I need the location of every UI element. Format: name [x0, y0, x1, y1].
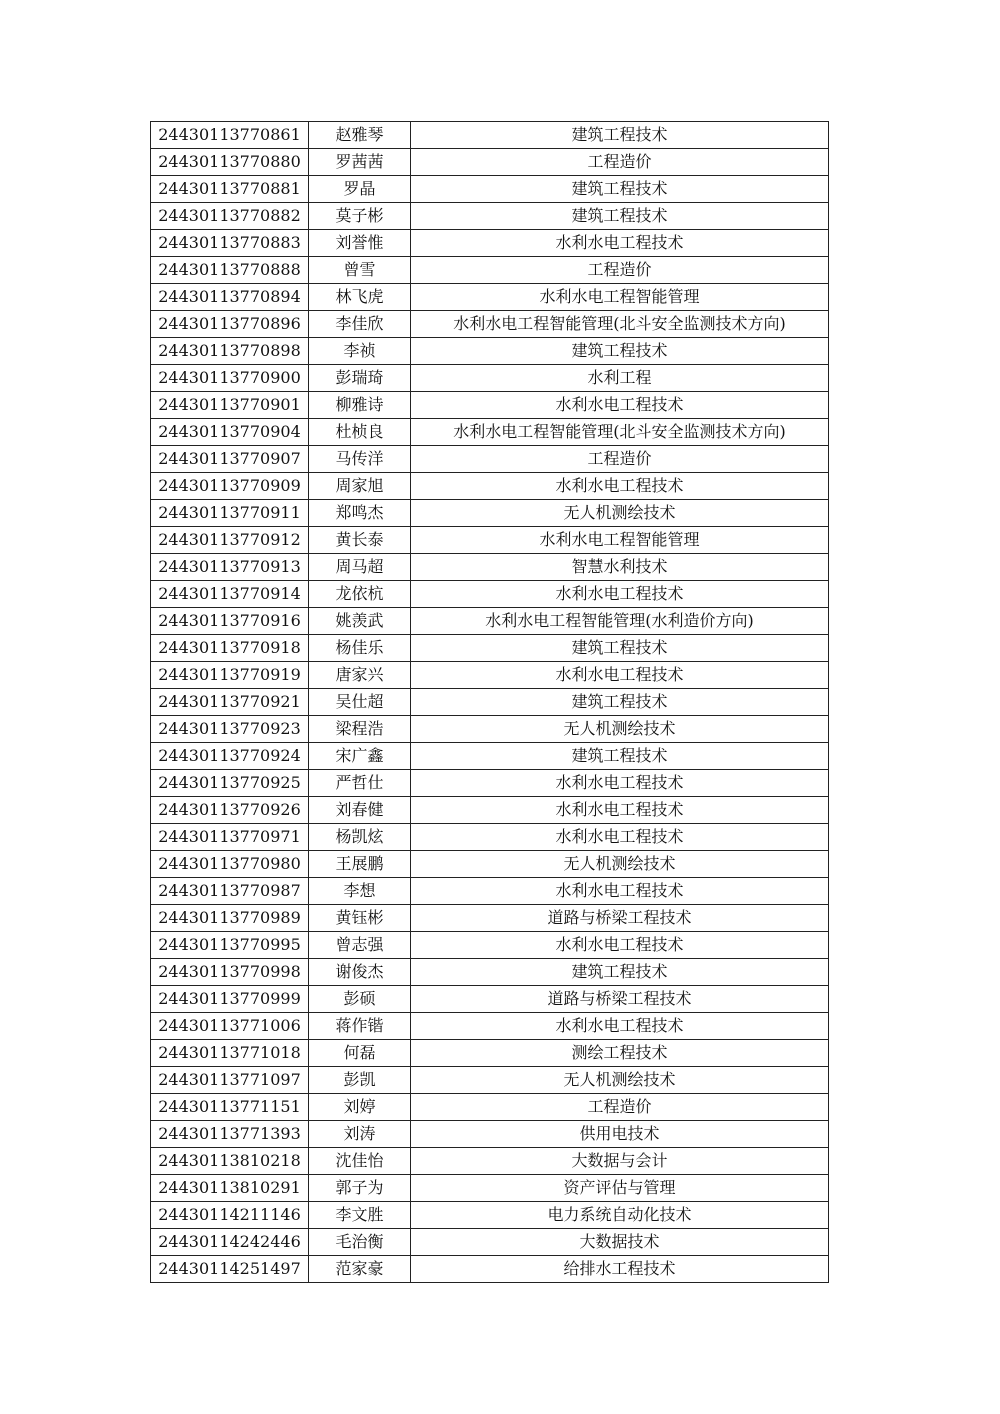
student-id-cell: 24430113770914	[151, 581, 309, 608]
student-name-cell: 林飞虎	[309, 284, 411, 311]
table-row	[151, 1175, 829, 1202]
student-name-cell: 范家豪	[309, 1256, 411, 1283]
student-name-cell: 马传洋	[309, 446, 411, 473]
student-name-cell: 周家旭	[309, 473, 411, 500]
student-id-cell: 24430113770907	[151, 446, 309, 473]
major-cell: 工程造价	[411, 446, 829, 473]
major-cell: 水利水电工程智能管理	[411, 527, 829, 554]
student-name-cell: 曾雪	[309, 257, 411, 284]
major-cell: 大数据与会计	[411, 1148, 829, 1175]
table-row	[151, 851, 829, 878]
student-name-cell: 毛治衡	[309, 1229, 411, 1256]
student-name-cell: 彭瑞琦	[309, 365, 411, 392]
major-cell: 水利水电工程技术	[411, 473, 829, 500]
major-cell: 水利水电工程智能管理(北斗安全监测技术方向)	[411, 311, 829, 338]
student-name-cell: 严哲仕	[309, 770, 411, 797]
major-cell: 供用电技术	[411, 1121, 829, 1148]
student-table	[150, 121, 829, 1283]
student-name-cell: 杜桢良	[309, 419, 411, 446]
major-cell: 建筑工程技术	[411, 176, 829, 203]
student-id-cell: 24430113770861	[151, 122, 309, 149]
student-name-cell: 周马超	[309, 554, 411, 581]
major-cell: 水利水电工程智能管理(水利造价方向)	[411, 608, 829, 635]
student-name-cell: 刘春健	[309, 797, 411, 824]
table-row	[151, 203, 829, 230]
student-id-cell: 24430113770995	[151, 932, 309, 959]
major-cell: 水利水电工程技术	[411, 770, 829, 797]
student-id-cell: 24430113810291	[151, 1175, 309, 1202]
student-id-cell: 24430114211146	[151, 1202, 309, 1229]
table-row	[151, 1040, 829, 1067]
table-row	[151, 1256, 829, 1283]
student-name-cell: 沈佳怡	[309, 1148, 411, 1175]
student-id-cell: 24430114242446	[151, 1229, 309, 1256]
table-row	[151, 1229, 829, 1256]
table-row	[151, 1094, 829, 1121]
table-row	[151, 662, 829, 689]
student-name-cell: 谢俊杰	[309, 959, 411, 986]
student-name-cell: 宋广鑫	[309, 743, 411, 770]
table-row	[151, 500, 829, 527]
student-name-cell: 刘婷	[309, 1094, 411, 1121]
table-row	[151, 716, 829, 743]
table-row	[151, 1067, 829, 1094]
student-name-cell: 唐家兴	[309, 662, 411, 689]
major-cell: 水利水电工程技术	[411, 230, 829, 257]
table-row	[151, 527, 829, 554]
student-id-cell: 24430113770925	[151, 770, 309, 797]
student-id-cell: 24430113771006	[151, 1013, 309, 1040]
major-cell: 建筑工程技术	[411, 689, 829, 716]
major-cell: 测绘工程技术	[411, 1040, 829, 1067]
student-id-cell: 24430113770911	[151, 500, 309, 527]
student-id-cell: 24430114251497	[151, 1256, 309, 1283]
student-name-cell: 李文胜	[309, 1202, 411, 1229]
student-id-cell: 24430113770888	[151, 257, 309, 284]
table-row	[151, 797, 829, 824]
major-cell: 建筑工程技术	[411, 743, 829, 770]
student-id-cell: 24430113770901	[151, 392, 309, 419]
major-cell: 智慧水利技术	[411, 554, 829, 581]
table-row	[151, 122, 829, 149]
table-row	[151, 554, 829, 581]
major-cell: 无人机测绘技术	[411, 716, 829, 743]
student-name-cell: 刘誉惟	[309, 230, 411, 257]
student-id-cell: 24430113770918	[151, 635, 309, 662]
table-row	[151, 743, 829, 770]
student-id-cell: 24430113770916	[151, 608, 309, 635]
student-name-cell: 罗茜茜	[309, 149, 411, 176]
student-id-cell: 24430113771018	[151, 1040, 309, 1067]
student-id-cell: 24430113810218	[151, 1148, 309, 1175]
student-name-cell: 梁程浩	[309, 716, 411, 743]
student-id-cell: 24430113770923	[151, 716, 309, 743]
student-table-body	[151, 122, 829, 1283]
student-id-cell: 24430113770980	[151, 851, 309, 878]
student-name-cell: 黄钰彬	[309, 905, 411, 932]
student-name-cell: 郑鸣杰	[309, 500, 411, 527]
major-cell: 建筑工程技术	[411, 338, 829, 365]
student-name-cell: 杨佳乐	[309, 635, 411, 662]
student-id-cell: 24430113770989	[151, 905, 309, 932]
table-row	[151, 176, 829, 203]
student-name-cell: 赵雅琴	[309, 122, 411, 149]
major-cell: 建筑工程技术	[411, 635, 829, 662]
student-id-cell: 24430113770924	[151, 743, 309, 770]
table-row	[151, 1013, 829, 1040]
major-cell: 工程造价	[411, 257, 829, 284]
table-row	[151, 149, 829, 176]
student-name-cell: 黄长泰	[309, 527, 411, 554]
table-row	[151, 338, 829, 365]
student-id-cell: 24430113770904	[151, 419, 309, 446]
major-cell: 工程造价	[411, 1094, 829, 1121]
table-row	[151, 824, 829, 851]
student-id-cell: 24430113770896	[151, 311, 309, 338]
major-cell: 给排水工程技术	[411, 1256, 829, 1283]
student-id-cell: 24430113771097	[151, 1067, 309, 1094]
student-id-cell: 24430113770898	[151, 338, 309, 365]
student-id-cell: 24430113770912	[151, 527, 309, 554]
student-id-cell: 24430113770913	[151, 554, 309, 581]
table-row	[151, 257, 829, 284]
major-cell: 道路与桥梁工程技术	[411, 905, 829, 932]
student-name-cell: 杨凯炫	[309, 824, 411, 851]
student-id-cell: 24430113770883	[151, 230, 309, 257]
student-id-cell: 24430113770909	[151, 473, 309, 500]
student-id-cell: 24430113770926	[151, 797, 309, 824]
student-name-cell: 李祯	[309, 338, 411, 365]
student-id-cell: 24430113770894	[151, 284, 309, 311]
student-id-cell: 24430113770987	[151, 878, 309, 905]
student-id-cell: 24430113770998	[151, 959, 309, 986]
student-id-cell: 24430113771151	[151, 1094, 309, 1121]
major-cell: 工程造价	[411, 149, 829, 176]
major-cell: 水利水电工程技术	[411, 392, 829, 419]
major-cell: 水利水电工程智能管理(北斗安全监测技术方向)	[411, 419, 829, 446]
student-name-cell: 彭凯	[309, 1067, 411, 1094]
major-cell: 水利水电工程技术	[411, 797, 829, 824]
table-row	[151, 419, 829, 446]
major-cell: 建筑工程技术	[411, 203, 829, 230]
table-row	[151, 770, 829, 797]
table-row	[151, 230, 829, 257]
student-name-cell: 龙依杭	[309, 581, 411, 608]
student-name-cell: 柳雅诗	[309, 392, 411, 419]
major-cell: 水利水电工程技术	[411, 824, 829, 851]
major-cell: 水利水电工程技术	[411, 932, 829, 959]
major-cell: 无人机测绘技术	[411, 500, 829, 527]
student-name-cell: 吴仕超	[309, 689, 411, 716]
major-cell: 水利水电工程技术	[411, 1013, 829, 1040]
student-id-cell: 24430113770882	[151, 203, 309, 230]
student-name-cell: 莫子彬	[309, 203, 411, 230]
table-row	[151, 311, 829, 338]
major-cell: 水利水电工程技术	[411, 581, 829, 608]
student-name-cell: 蒋作锴	[309, 1013, 411, 1040]
table-row	[151, 905, 829, 932]
student-name-cell: 罗晶	[309, 176, 411, 203]
table-row	[151, 446, 829, 473]
table-row	[151, 932, 829, 959]
table-row	[151, 959, 829, 986]
major-cell: 水利工程	[411, 365, 829, 392]
student-name-cell: 彭硕	[309, 986, 411, 1013]
student-name-cell: 李佳欣	[309, 311, 411, 338]
table-row	[151, 1121, 829, 1148]
table-row	[151, 473, 829, 500]
table-row	[151, 365, 829, 392]
student-id-cell: 24430113771393	[151, 1121, 309, 1148]
major-cell: 资产评估与管理	[411, 1175, 829, 1202]
table-row	[151, 878, 829, 905]
table-row	[151, 1148, 829, 1175]
student-name-cell: 姚羡武	[309, 608, 411, 635]
major-cell: 水利水电工程技术	[411, 662, 829, 689]
table-row	[151, 986, 829, 1013]
student-id-cell: 24430113770921	[151, 689, 309, 716]
major-cell: 建筑工程技术	[411, 959, 829, 986]
student-name-cell: 王展鹏	[309, 851, 411, 878]
student-id-cell: 24430113770881	[151, 176, 309, 203]
major-cell: 电力系统自动化技术	[411, 1202, 829, 1229]
table-row	[151, 635, 829, 662]
table-row	[151, 608, 829, 635]
major-cell: 水利水电工程技术	[411, 878, 829, 905]
student-id-cell: 24430113770919	[151, 662, 309, 689]
major-cell: 建筑工程技术	[411, 122, 829, 149]
table-row	[151, 392, 829, 419]
student-name-cell: 曾志强	[309, 932, 411, 959]
student-id-cell: 24430113770971	[151, 824, 309, 851]
table-row	[151, 581, 829, 608]
major-cell: 无人机测绘技术	[411, 851, 829, 878]
student-id-cell: 24430113770900	[151, 365, 309, 392]
major-cell: 大数据技术	[411, 1229, 829, 1256]
major-cell: 无人机测绘技术	[411, 1067, 829, 1094]
student-name-cell: 何磊	[309, 1040, 411, 1067]
student-name-cell: 李想	[309, 878, 411, 905]
student-name-cell: 刘涛	[309, 1121, 411, 1148]
student-id-cell: 24430113770999	[151, 986, 309, 1013]
student-id-cell: 24430113770880	[151, 149, 309, 176]
student-name-cell: 郭子为	[309, 1175, 411, 1202]
table-row	[151, 689, 829, 716]
table-row	[151, 284, 829, 311]
table-row	[151, 1202, 829, 1229]
major-cell: 道路与桥梁工程技术	[411, 986, 829, 1013]
major-cell: 水利水电工程智能管理	[411, 284, 829, 311]
